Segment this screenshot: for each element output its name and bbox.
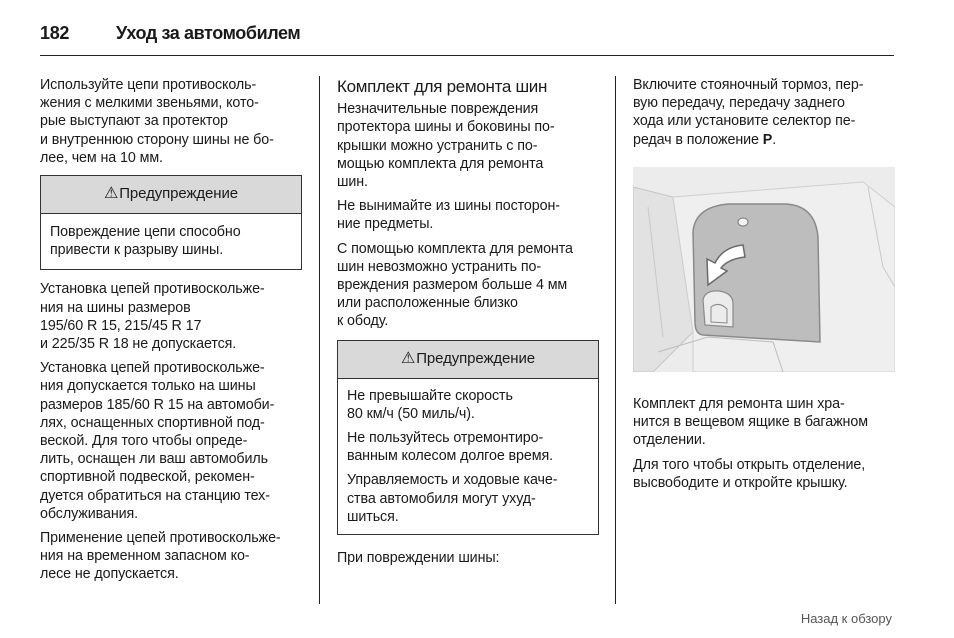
trunk-compartment-illustration	[633, 167, 895, 372]
spare-wheel-paragraph: Применение цепей противоскольже- ния на временном запасном ко- лесе не допускается.	[40, 530, 281, 583]
warning-triangle-icon: ⚠	[400, 350, 416, 368]
section-title-tire-repair-kit: Комплект для ремонта шин	[337, 77, 548, 96]
on-tire-damage-paragraph: При повреждении шины:	[337, 550, 500, 567]
warning-body: Повреждение цепи способно привести к разрыву шины.	[50, 224, 241, 259]
warning-title: Предупреждение	[119, 185, 238, 203]
parking-brake-paragraph: Включите стояночный тормоз, пер- вую передачу, передачу заднего хода или установите селектор пе- редач в положение P.	[633, 77, 864, 148]
foreign-objects-paragraph: Не вынимайте из шины посторон- ние предметы.	[337, 198, 560, 233]
warning-header	[338, 341, 598, 379]
cover-release-hole	[738, 218, 748, 226]
repair-limits-paragraph: С помощью комплекта для ремонта шин невозможно устранить по- вреждения размером больше 4 мм или расположенные близко к ободу.	[337, 240, 573, 330]
warning-header	[41, 176, 301, 214]
tire-sizes-paragraph: Установка цепей противоскольже- ния на шины размеров 195/60 R 15, 215/45 R 17 и 225/35 R 18 не допускается.	[40, 281, 265, 353]
column-1	[40, 76, 302, 590]
gear-position-p: P	[762, 131, 773, 148]
warning-box-repair	[337, 340, 599, 535]
warning-body: Не превышайте скорость 80 км/ч (50 миль/ч). Не пользуйтесь отремонтиро- ванным колесом долгое время. Управляемость и ходовые каче- ства автомобиля могут ухуд- шиться.	[347, 387, 558, 525]
cover-handle	[703, 291, 733, 327]
page-number: 182	[40, 22, 70, 43]
kit-location-paragraph: Комплект для ремонта шин хра- нится в вещевом ящике в багажном отделении.	[633, 396, 868, 449]
repair-intro-paragraph: Незначительные повреждения протектора шины и боковины по- крышки можно устранить с по- мощью комплекта для ремонта шин.	[337, 101, 555, 191]
back-to-overview-link[interactable]: Назад к обзору	[800, 611, 892, 626]
warning-title: Предупреждение	[416, 350, 535, 368]
sport-suspension-paragraph: Установка цепей противоскольже- ния допускается только на шины размеров 185/60 R 15 на автомоби- лях, оснащенных спортивной под- веской. Для того чтобы опреде- лить, оснащен ли ваш автомобиль спортивной подвеской, рекомен- дуется обратиться на станцию тех- обслуживания.	[40, 360, 275, 522]
open-compartment-paragraph: Для того чтобы открыть отделение, высвободите и откройте крышку.	[633, 456, 866, 491]
chapter-title: Уход за автомобилем	[116, 22, 301, 43]
column-3	[633, 76, 898, 498]
column-divider-left	[319, 76, 320, 604]
column-divider-right	[615, 76, 616, 604]
chains-intro-paragraph: Используйте цепи противосколь- жения с мелкими звеньями, кото- рые выступают за протектор и внутреннюю сторону шины не бо- лее, чем на 10 мм.	[40, 77, 274, 166]
header-divider	[40, 55, 894, 56]
warning-triangle-icon: ⚠	[103, 185, 119, 203]
warning-box-chains	[40, 175, 302, 270]
page-header	[40, 22, 300, 44]
column-2	[337, 76, 599, 573]
